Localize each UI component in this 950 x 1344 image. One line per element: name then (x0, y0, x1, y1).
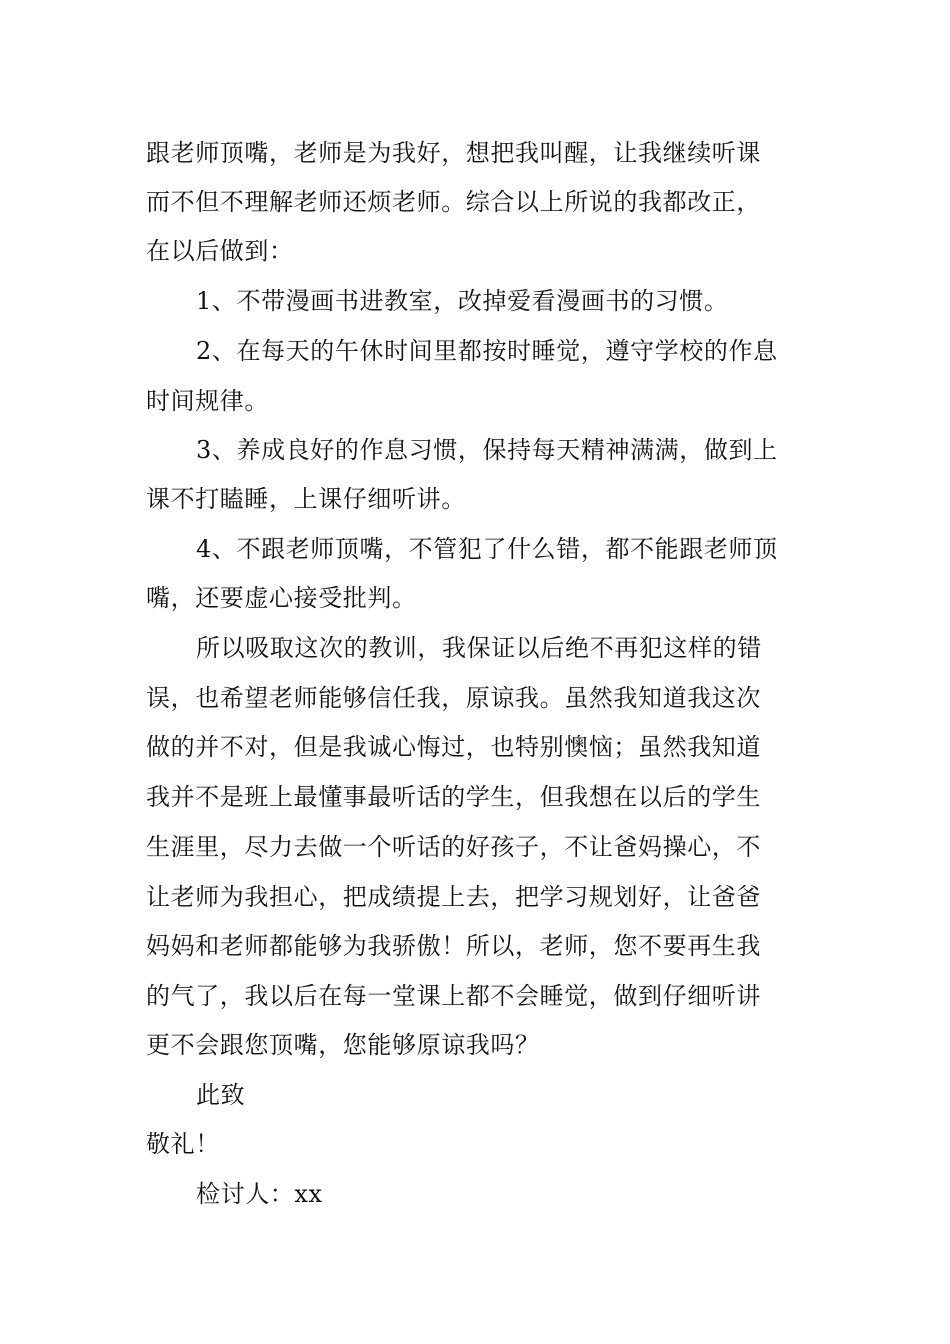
text-line: 我并不是班上最懂事最听话的学生，但我想在以后的学生 (146, 783, 761, 811)
text-line: 让老师为我担心，把成绩提上去，把学习规划好，让爸爸 (146, 883, 761, 911)
text-line: 做的并不对，但是我诚心悔过，也特别懊恼；虽然我知道 (146, 733, 761, 761)
text-line: 在以后做到： (146, 237, 294, 265)
text-line: 的气了，我以后在每一堂课上都不会睡觉，做到仔细听讲 (146, 982, 761, 1010)
text-line: 生涯里，尽力去做一个听话的好孩子，不让爸妈操心，不 (146, 833, 761, 861)
list-item: 4、不跟老师顶嘴，不管犯了什么错，都不能跟老师顶 (196, 535, 778, 563)
text-line: 误，也希望老师能够信任我，原谅我。虽然我知道我这次 (146, 684, 761, 712)
closing-regards: 敬礼！ (146, 1130, 220, 1158)
signature: 检讨人：xx (196, 1180, 323, 1208)
text-line: 时间规律。 (146, 387, 269, 415)
text-line: 妈妈和老师都能够为我骄傲！所以，老师，您不要再生我 (146, 932, 761, 960)
closing-salutation: 此致 (196, 1081, 246, 1109)
list-item: 1、不带漫画书进教室，改掉爱看漫画书的习惯。 (196, 287, 729, 315)
text-line: 课不打瞌睡，上课仔细听讲。 (146, 485, 466, 513)
paragraph-line: 所以吸取这次的教训，我保证以后绝不再犯这样的错 (196, 634, 762, 662)
list-item: 2、在每天的午休时间里都按时睡觉，遵守学校的作息 (196, 337, 778, 365)
text-line: 更不会跟您顶嘴，您能够原谅我吗？ (146, 1031, 540, 1059)
text-line: 跟老师顶嘴，老师是为我好，想把我叫醒，让我继续听课 (146, 139, 761, 167)
text-line: 嘴，还要虚心接受批判。 (146, 584, 417, 612)
list-item: 3、养成良好的作息习惯，保持每天精神满满，做到上 (196, 436, 778, 464)
text-line: 而不但不理解老师还烦老师。综合以上所说的我都改正， (146, 188, 761, 216)
